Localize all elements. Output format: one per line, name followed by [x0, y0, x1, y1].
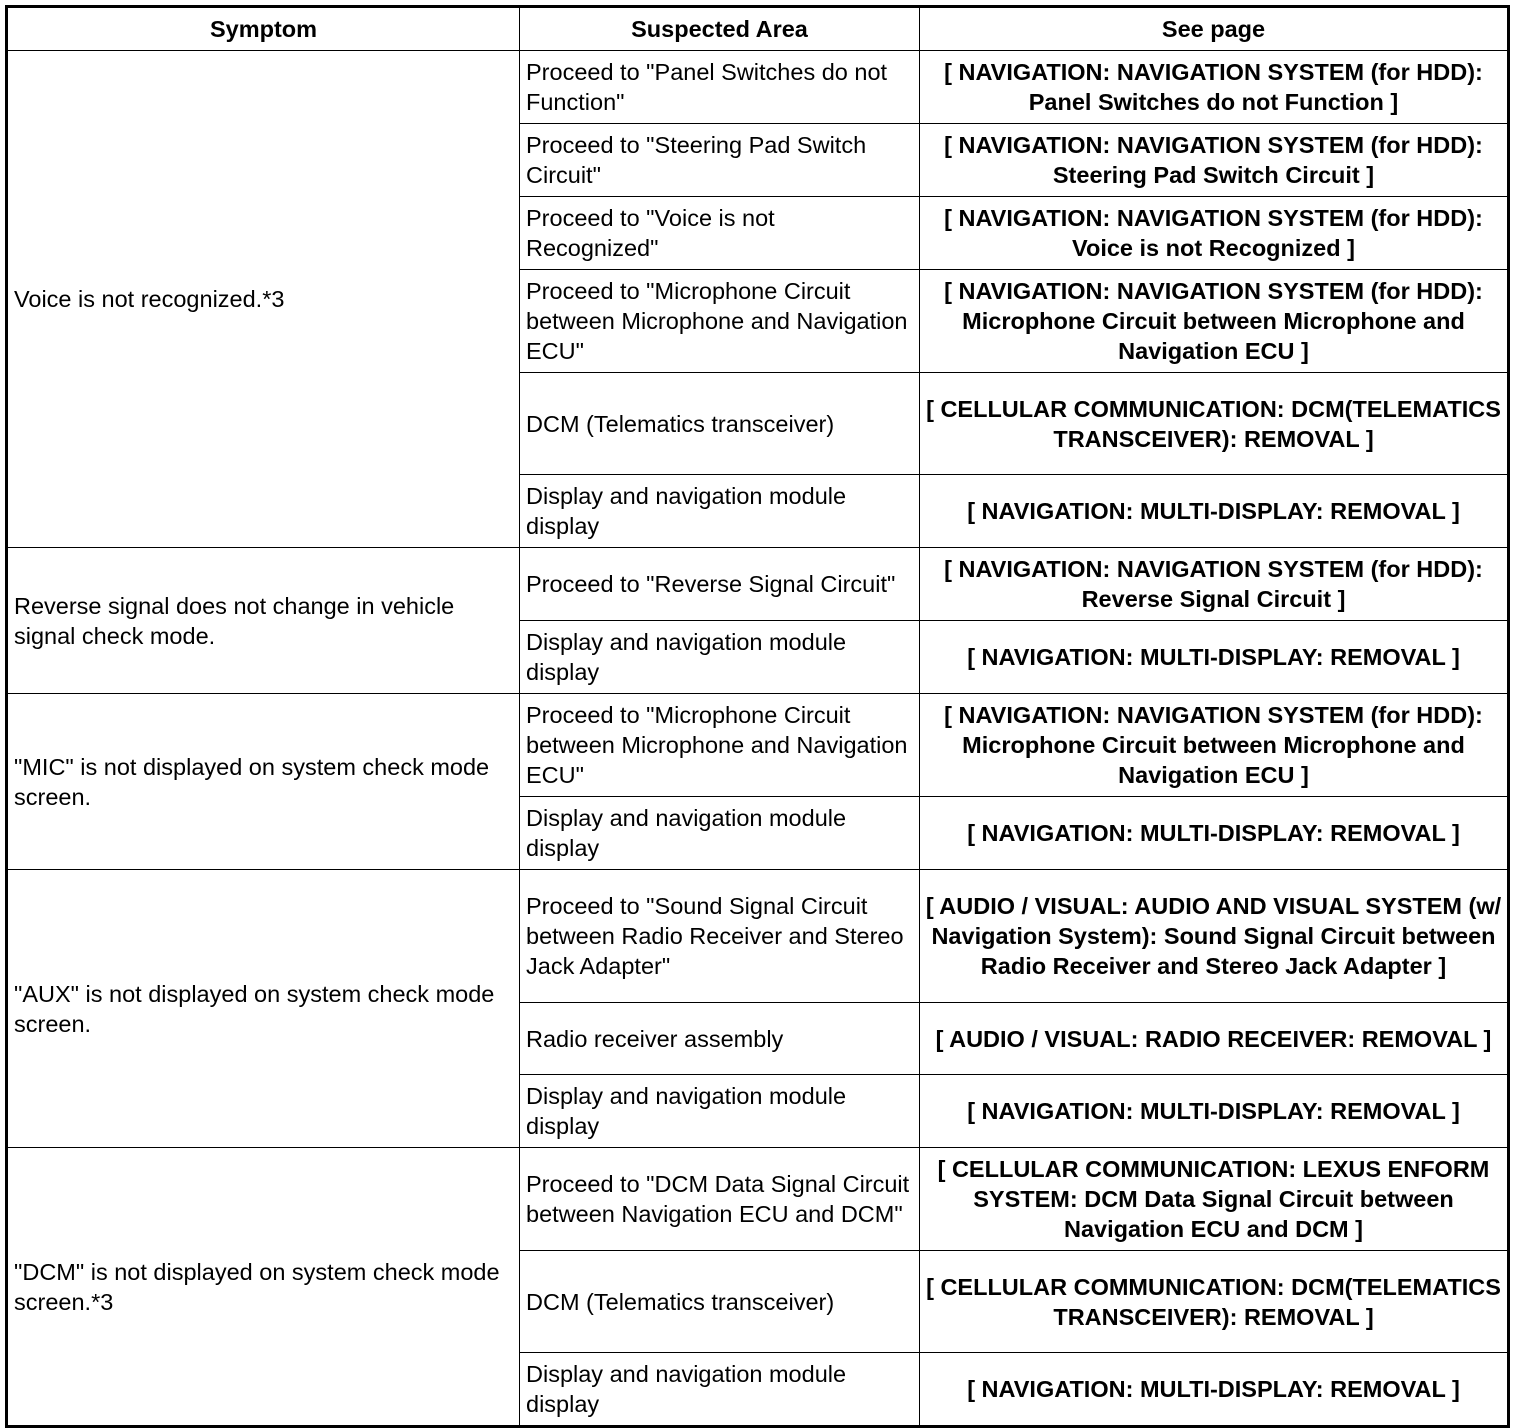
troubleshooting-table [5, 5, 1510, 1428]
suspected-area-cell: DCM (Telematics transceiver) [520, 373, 920, 475]
suspected-area-cell: Proceed to "Microphone Circuit between Microphone and Navigation ECU" [520, 270, 920, 373]
header-see-page: See page [920, 7, 1509, 51]
suspected-area-cell: Proceed to "DCM Data Signal Circuit between Navigation ECU and DCM" [520, 1148, 920, 1251]
header-row [7, 7, 1509, 51]
suspected-area-cell: Display and navigation module display [520, 1353, 920, 1427]
see-page-link[interactable]: [ NAVIGATION: MULTI-DISPLAY: REMOVAL ] [920, 621, 1509, 694]
suspected-area-cell: Display and navigation module display [520, 1075, 920, 1148]
see-page-link[interactable]: [ NAVIGATION: MULTI-DISPLAY: REMOVAL ] [920, 475, 1509, 548]
see-page-link[interactable]: [ NAVIGATION: MULTI-DISPLAY: REMOVAL ] [920, 797, 1509, 870]
symptom-cell: "AUX" is not displayed on system check mode screen. [7, 870, 520, 1148]
see-page-link[interactable]: [ NAVIGATION: NAVIGATION SYSTEM (for HDD): Microphone Circuit between Microphone and Navigation ECU ] [920, 270, 1509, 373]
table-row [7, 548, 1509, 621]
see-page-link[interactable]: [ NAVIGATION: MULTI-DISPLAY: REMOVAL ] [920, 1353, 1509, 1427]
suspected-area-cell: Proceed to "Sound Signal Circuit between Radio Receiver and Stereo Jack Adapter" [520, 870, 920, 1003]
see-page-link[interactable]: [ NAVIGATION: NAVIGATION SYSTEM (for HDD): Voice is not Recognized ] [920, 197, 1509, 270]
suspected-area-cell: Display and navigation module display [520, 475, 920, 548]
see-page-link[interactable]: [ CELLULAR COMMUNICATION: DCM(TELEMATICS TRANSCEIVER): REMOVAL ] [920, 1251, 1509, 1353]
suspected-area-cell: Proceed to "Reverse Signal Circuit" [520, 548, 920, 621]
see-page-link[interactable]: [ AUDIO / VISUAL: AUDIO AND VISUAL SYSTEM (w/ Navigation System): Sound Signal Circuit between Radio Receiver and Stereo Jack Adapter ] [920, 870, 1509, 1003]
suspected-area-cell: Display and navigation module display [520, 797, 920, 870]
suspected-area-cell: Proceed to "Panel Switches do not Function" [520, 51, 920, 124]
table-row [7, 870, 1509, 1003]
table-row [7, 51, 1509, 124]
header-symptom: Symptom [7, 7, 520, 51]
suspected-area-cell: Proceed to "Voice is not Recognized" [520, 197, 920, 270]
suspected-area-cell: Display and navigation module display [520, 621, 920, 694]
see-page-link[interactable]: [ NAVIGATION: NAVIGATION SYSTEM (for HDD): Microphone Circuit between Microphone and Navigation ECU ] [920, 694, 1509, 797]
suspected-area-cell: Proceed to "Microphone Circuit between Microphone and Navigation ECU" [520, 694, 920, 797]
symptom-cell: Reverse signal does not change in vehicle signal check mode. [7, 548, 520, 694]
see-page-link[interactable]: [ NAVIGATION: NAVIGATION SYSTEM (for HDD): Panel Switches do not Function ] [920, 51, 1509, 124]
suspected-area-cell: Proceed to "Steering Pad Switch Circuit" [520, 124, 920, 197]
symptom-cell: "DCM" is not displayed on system check mode screen.*3 [7, 1148, 520, 1427]
see-page-link[interactable]: [ CELLULAR COMMUNICATION: LEXUS ENFORM SYSTEM: DCM Data Signal Circuit between Navigation ECU and DCM ] [920, 1148, 1509, 1251]
see-page-link[interactable]: [ NAVIGATION: NAVIGATION SYSTEM (for HDD): Reverse Signal Circuit ] [920, 548, 1509, 621]
see-page-link[interactable]: [ CELLULAR COMMUNICATION: DCM(TELEMATICS TRANSCEIVER): REMOVAL ] [920, 373, 1509, 475]
symptom-cell: "MIC" is not displayed on system check mode screen. [7, 694, 520, 870]
see-page-link[interactable]: [ NAVIGATION: NAVIGATION SYSTEM (for HDD): Steering Pad Switch Circuit ] [920, 124, 1509, 197]
table-row [7, 694, 1509, 797]
see-page-link[interactable]: [ NAVIGATION: MULTI-DISPLAY: REMOVAL ] [920, 1075, 1509, 1148]
suspected-area-cell: Radio receiver assembly [520, 1003, 920, 1075]
suspected-area-cell: DCM (Telematics transceiver) [520, 1251, 920, 1353]
header-suspected-area: Suspected Area [520, 7, 920, 51]
table-row [7, 1148, 1509, 1251]
see-page-link[interactable]: [ AUDIO / VISUAL: RADIO RECEIVER: REMOVAL ] [920, 1003, 1509, 1075]
symptom-cell: Voice is not recognized.*3 [7, 51, 520, 548]
